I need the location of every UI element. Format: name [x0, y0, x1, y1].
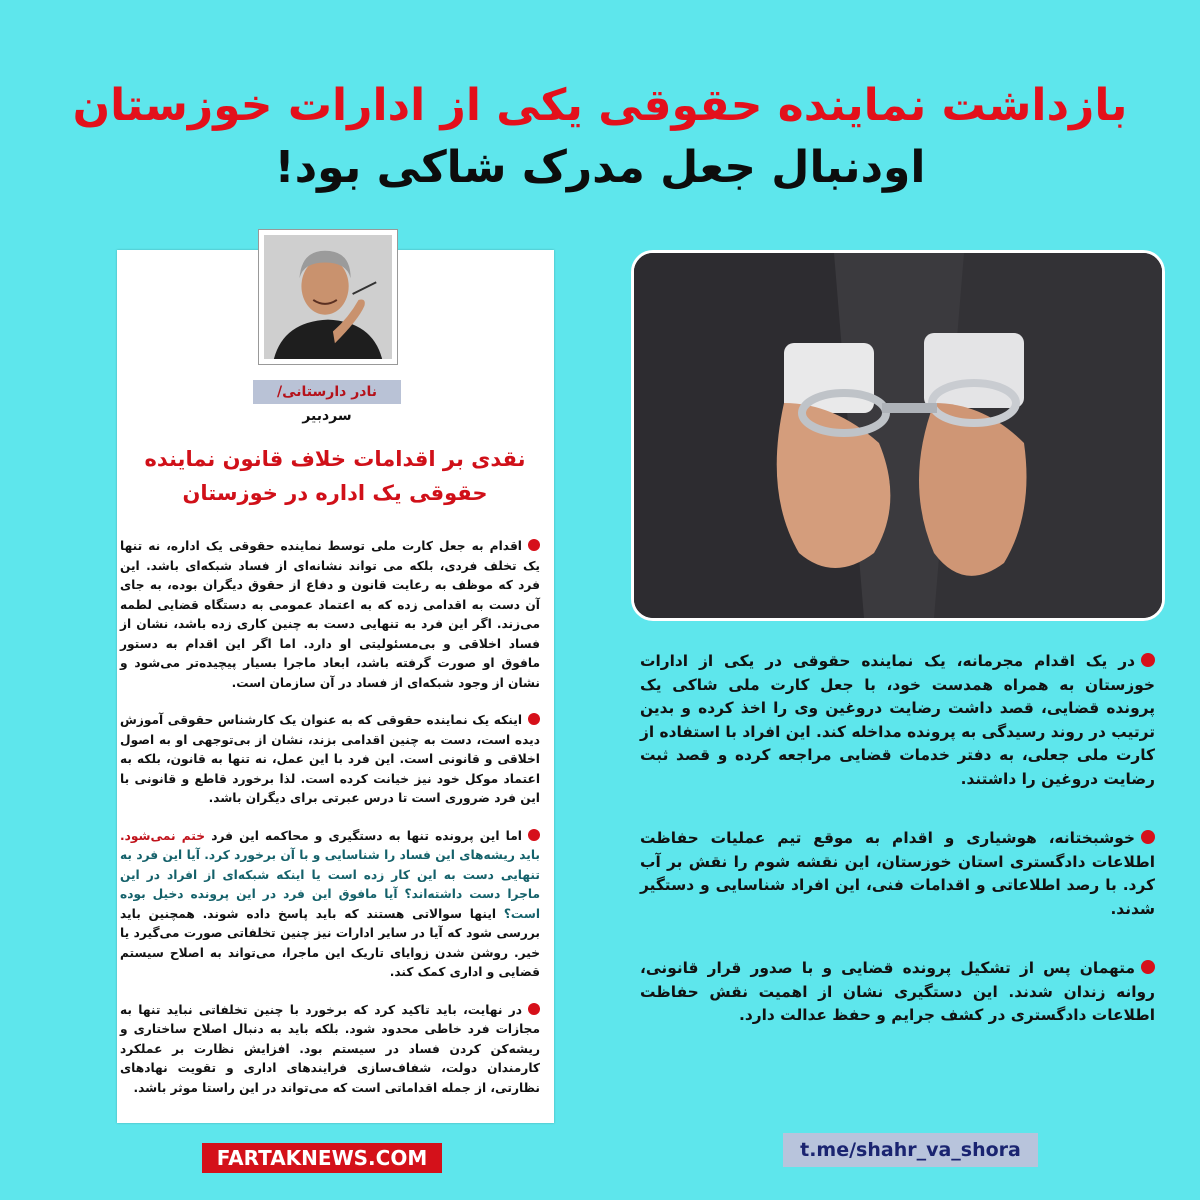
- column-title-line-2: حقوقی یک اداره در خوزستان: [182, 481, 488, 505]
- column-body: [120, 537, 540, 1116]
- column-paragraph-1-text: اقدام به جعل کارت ملی توسط نماینده حقوقی یک اداره، نه تنها یک تخلف فردی، بلکه می تواند نشانه‌ای از فساد شبکه‌ای باشد. این فرد که موظف به رعایت قانون و دفاع از حقوق دیگران بوده، به جای آن دست به اقدامی زده که به اعتماد عمومی به دستگاه قضایی لطمه می‌زند. اگر این فرد به تنهایی دست به چنین کاری زده باشد، نشان از فساد اخلاقی و بی‌مسئولیتی او دارد. اما اگر این اقدام به دستور مافوق او صورت گرفته باشد، ابعاد ماجرا بسیار پیچیده‌تر می‌شود و نشان از وجود شبکه‌ای از فساد در آن سازمان است.: [120, 539, 540, 690]
- news-paragraph-3: [640, 957, 1155, 1028]
- column-title: [130, 442, 540, 510]
- column-paragraph-4-text: در نهایت، باید تاکید کرد که برخورد با چنین تخلفاتی نباید تنها به مجازات فرد خاطی محدود شود. بلکه باید به دنبال اصلاح ساختاری و ریشه‌کن کردن فساد در سیستم بود. افزایش نظارت بر عملکرد کارمندان دولت، شفاف‌سازی فرایندهای اداری و تقویت نهادهای نظارتی، از جمله اقداماتی است که می‌تواند در این راستا موثر باشد.: [120, 1002, 540, 1095]
- bullet-icon: [528, 1003, 540, 1015]
- news-body: [640, 650, 1155, 1064]
- column-title-line-1: نقدی بر اقدامات خلاف قانون نماینده: [144, 447, 526, 471]
- telegram-channel-badge[interactable]: t.me/shahr_va_shora: [783, 1133, 1038, 1167]
- news-paragraph-3-text: متهمان پس از تشکیل پرونده قضایی و با صدور قرار قانونی، روانه زندان شدند. این دستگیری نشان از اهمیت نقش حفاظت اطلاعات دادگستری در کشف جرایم و حفظ عدالت دارد.: [640, 959, 1155, 1024]
- author-name: نادر دارستانی/: [277, 384, 377, 400]
- author-byline: [253, 380, 401, 424]
- bullet-icon: [528, 829, 540, 841]
- headline-line-2: اودنبال جعل مدرک شاکی بود!: [274, 142, 926, 193]
- handcuffs-image: [634, 253, 1162, 618]
- column-paragraph-4: [120, 1001, 540, 1099]
- news-paragraph-1-text: در یک اقدام مجرمانه، یک نماینده حقوقی در یکی از ادارات خوزستان به همراه همدست خود، با جعل کارت ملی شاکی یک پرونده قضایی، قصد داشت رضایت دروغین وی را اخذ کرده و بدین ترتیب در روند رسیدگی به پرونده مداخله کند. این افراد با استفاده از کارت ملی جعلی، به دفتر خدمات قضایی مراجعه کرده و قصد ثبت رضایت دروغین را داشتند.: [640, 652, 1155, 788]
- column-paragraph-3-text-a: اما این پرونده تنها به دستگیری و محاکمه این فرد: [205, 828, 522, 843]
- column-paragraph-2-text: اینکه یک نماینده حقوقی که به عنوان یک کارشناس حقوقی آموزش دیده است، دست به چنین اقدامی بزند، نشان از بی‌توجهی او به اصول اخلاقی و قانونی است. این فرد با این عمل، نه تنها به قانون، بلکه به اعتماد موکل خود نیز خیانت کرده است. لذا برخورد قاطع و قانونی با این فرد ضروری است تا درس عبرتی برای دیگران باشد.: [120, 713, 540, 805]
- bullet-icon: [1141, 960, 1155, 974]
- bullet-icon: [528, 713, 540, 725]
- author-role: سردبیر: [302, 408, 352, 424]
- handcuffs-photo: [631, 250, 1165, 621]
- column-paragraph-3-highlight: باید ریشه‌های این فساد را شناسایی و با آن برخورد کرد. آیا این فرد به تنهایی دست به این کار زده است یا اینکه شبکه‌ای از افراد در این ماجرا دست داشته‌اند؟ آیا مافوق این فرد در این پرونده دخیل بوده است؟: [120, 848, 540, 921]
- bullet-icon: [1141, 653, 1155, 667]
- column-paragraph-3-text-d: اینها سوالاتی هستند که باید پاسخ داده شوند. همچنین باید بررسی شود که آیا در سایر ادارات نیز چنین تخلفاتی صورت می‌گیرد یا خیر. روشن شدن زوایای تاریک این ماجرا، می‌تواند به اصلاح سیستم قضایی و اداری کمک کند.: [120, 906, 540, 979]
- news-paragraph-1: [640, 650, 1155, 791]
- author-portrait: [258, 229, 398, 365]
- site-url-badge[interactable]: FARTAKNEWS.COM: [202, 1143, 442, 1173]
- news-paragraph-2-text: خوشبختانه، هوشیاری و اقدام به موقع تیم عملیات حفاظت اطلاعات دادگستری استان خوزستان، این نقشه شوم را نقش بر آب کرد. با رصد اطلاعاتی و اقدامات فنی، این افراد شناسایی و دستگیر شدند.: [640, 829, 1155, 918]
- headline-line-1: بازداشت نماینده حقوقی یکی از ادارات خوزستان: [72, 80, 1128, 131]
- bullet-icon: [1141, 830, 1155, 844]
- column-paragraph-3-highlight-red: ختم نمی‌شود.: [120, 828, 206, 843]
- column-paragraph-2: [120, 711, 540, 809]
- news-paragraph-2: [640, 827, 1155, 921]
- column-paragraph-3: [120, 827, 540, 983]
- column-paragraph-1: [120, 537, 540, 693]
- bullet-icon: [528, 539, 540, 551]
- author-portrait-image: [264, 235, 392, 359]
